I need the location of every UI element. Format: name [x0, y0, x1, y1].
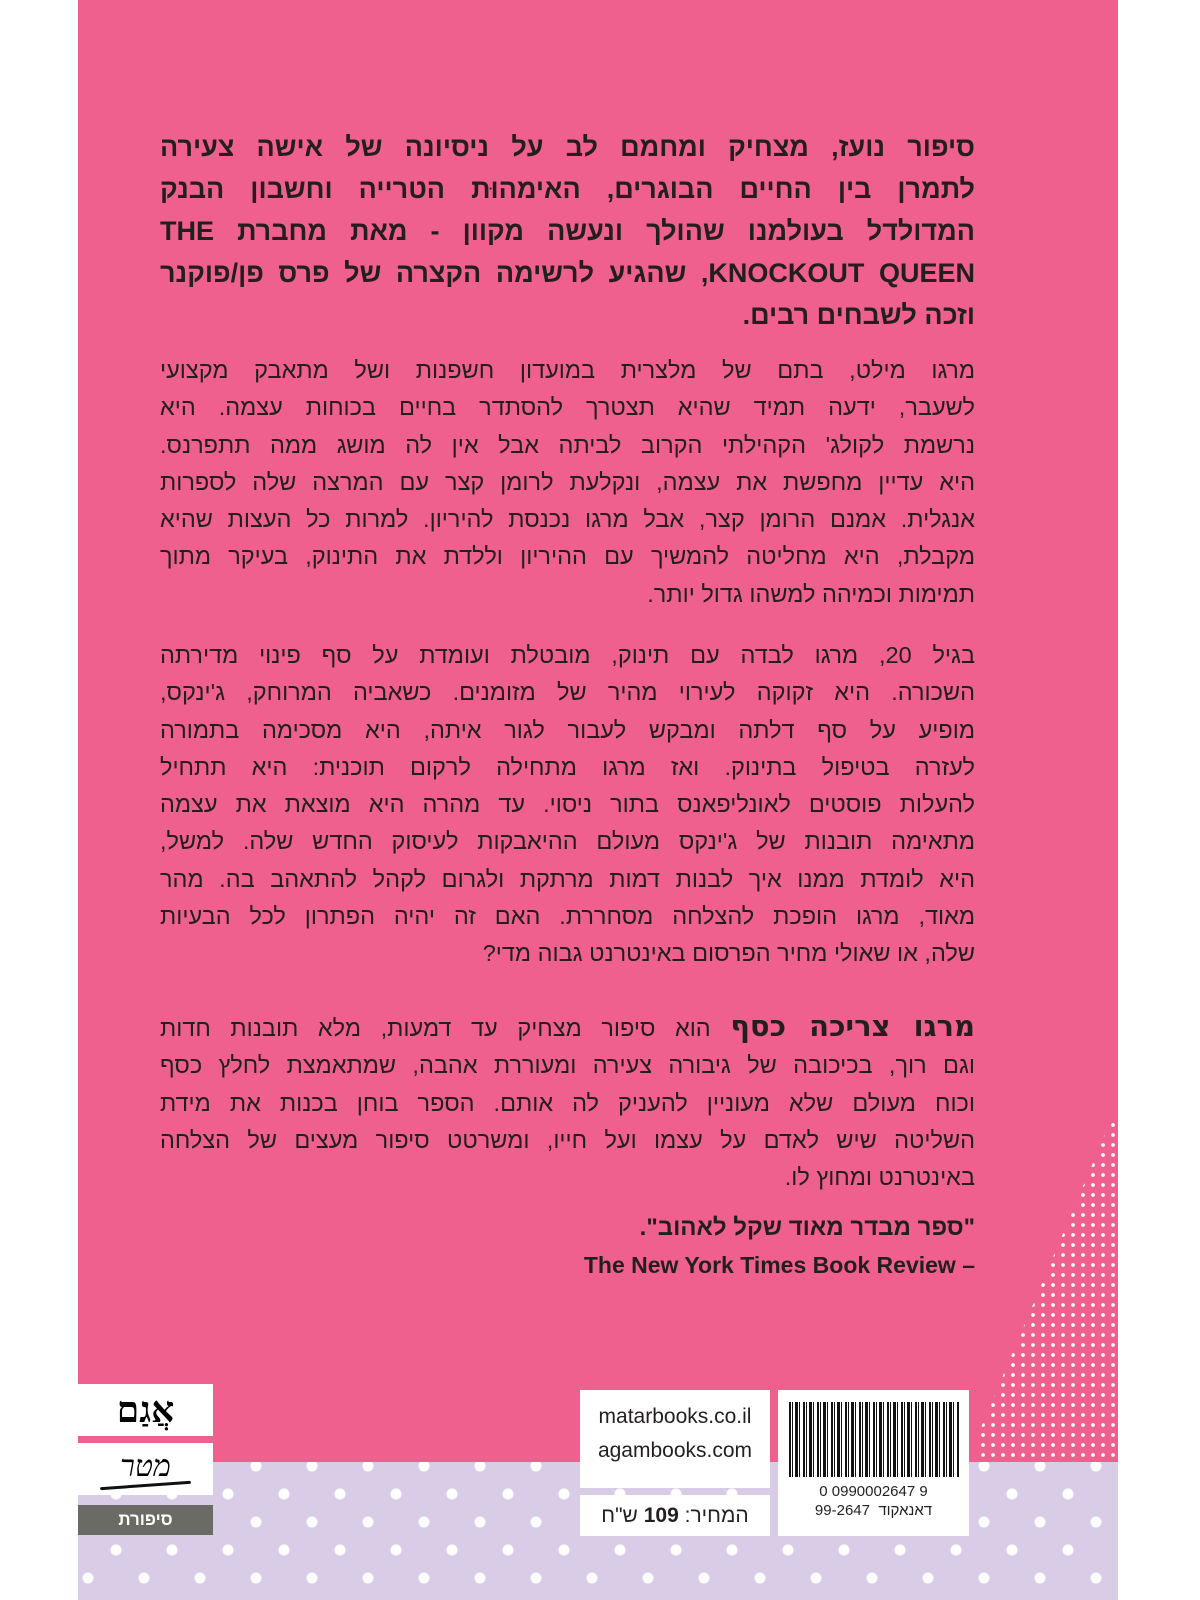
text-line: KNOCKOUT QUEEN, שהגיע לרשימה הקצרה של פרס פן/פוקנר	[160, 258, 975, 288]
text-line: אנגלית. אמנם הרומן קצר, אבל מרגו נכנסת להיריון. למרות כל העצות שהיא	[160, 506, 975, 533]
text-line: היא עדיין מחפשת את עצמה, ונקלעת לרומן קצר עם המרצה שלה לספרות	[160, 468, 975, 495]
matar-logo: מטר	[78, 1443, 213, 1495]
review-quote: "ספר מבדר מאוד שקל לאהוב".	[639, 1214, 975, 1241]
dot-pattern-decoration	[978, 1120, 1118, 1462]
price-value: 109	[643, 1504, 679, 1527]
text-line: לשעבר, ידעה תמיד שהיא תצטרך להסתדר בחיים בכוחות עצמה. היא	[160, 394, 975, 421]
blurb-intro	[160, 126, 975, 336]
danacode	[778, 1502, 969, 1519]
text-line: היא לומדת ממנו איך לבנות דמות מרתקת ולגרום לקהל להתאהב בה. מהר	[160, 865, 975, 892]
blurb-closing	[160, 1008, 975, 1196]
agam-logo: אֲגַם	[78, 1384, 213, 1436]
text-line: נרשמת לקולג' הקהילתי הקרוב לביתה אבל אין לה מושג ממה תתפרנס.	[160, 431, 975, 458]
price-currency: ש"ח	[601, 1504, 638, 1527]
price-label: המחיר:	[684, 1504, 749, 1527]
url-agam[interactable]: agambooks.com	[597, 1439, 753, 1462]
barcode-icon	[789, 1402, 959, 1477]
text-line: מאוד, מרגו הופכת להצלחה מסחררת. האם זה יהיה הפתרון לכל הבעיות	[160, 903, 975, 930]
url-matar[interactable]: matarbooks.co.il	[598, 1405, 752, 1428]
text-line: וזכה לשבחים רבים.	[742, 300, 975, 330]
barcode-box	[778, 1390, 969, 1536]
barcode-number: 0 0990002647 9	[819, 1483, 928, 1500]
text-line: השליטה שיש לאדם על עצמו ועל חייו, ומשרטט סיפור מעצים של הצלחה	[160, 1126, 975, 1153]
text-line: מתאימה תובנות של ג'ינקס מעולם ההיאבקות לעיסוק החדש שלה. למשל,	[160, 828, 975, 855]
text-line: וגם רוך, בכיכובה של גיבורה צעירה ומעוררת אהבה, שמתאמצת לחלץ כסף	[160, 1052, 975, 1079]
text-line: השכורה. היא זקוקה לעירוי מהיר של מזומנים. כשאביה המרוחק, ג'ינקס,	[160, 679, 975, 706]
price-box	[580, 1495, 770, 1536]
book-title: מרגו צריכה כסף	[730, 1009, 975, 1043]
blurb-paragraph-1	[160, 352, 975, 613]
text-line: המדולדל בעולמנו שהולך ונעשה מקוון - מאת מחברת THE	[160, 216, 975, 246]
text-line: באינטרנט ומחוץ לו.	[784, 1164, 975, 1191]
danacode-label: דאנאקוד	[878, 1502, 933, 1519]
text-line: מופיע על סף דלתה ומבקש לעבור לגור איתה, היא מסכימה בתמורה	[160, 716, 975, 743]
text-line: סיפור נועז, מצחיק ומחמם לב על ניסיונה של אישה צעירה	[160, 132, 975, 162]
blurb-paragraph-2	[160, 637, 975, 973]
text-line: וכוח מעולם שלא מעוניין להעניק לה אותם. הספר בוחן בכנות את מידת	[160, 1089, 975, 1116]
text-line: בגיל 20, מרגו לבדה עם תינוק, מובטלת ועומדת על סף פינוי מדירתה	[160, 642, 975, 668]
danacode-value: 99-2647	[814, 1502, 870, 1519]
text-line: שלה, או שאולי מחיר הפרסום באינטרנט גבוה מדי?	[482, 940, 975, 967]
text-line: לעזרה בטיפול בתינוק. ואז מרגו מתחילה לרקום תוכנית: היא תתחיל	[160, 753, 975, 780]
text-line: להעלות פוסטים לאונליפאנס בתור ניסוי. עד מהרה היא מוצאת את עצמה	[160, 791, 975, 818]
text-line	[160, 1008, 975, 1047]
text-line: מרגו מילט, בתם של מלצרית במועדון חשפנות ושל מתאבק מקצועי	[160, 357, 975, 383]
text-line: לתמרן בין החיים הבוגרים, האימהוּת הטרייה וחשבון הבנק	[160, 174, 975, 204]
publisher-urls	[580, 1390, 770, 1488]
genre-label: סיפורת	[78, 1505, 213, 1535]
review-source: The New York Times Book Review –	[583, 1252, 975, 1278]
text-segment: הוא סיפור מצחיק עד דמעות, מלא תובנות חדות	[160, 1015, 731, 1041]
text-line: תמימות וכמיהה למשהו גדול יותר.	[647, 580, 975, 607]
text-line: מקבלת, היא מחליטה להמשיך עם ההיריון וללדת את התינוק, בעיקר מתוך	[160, 543, 975, 570]
